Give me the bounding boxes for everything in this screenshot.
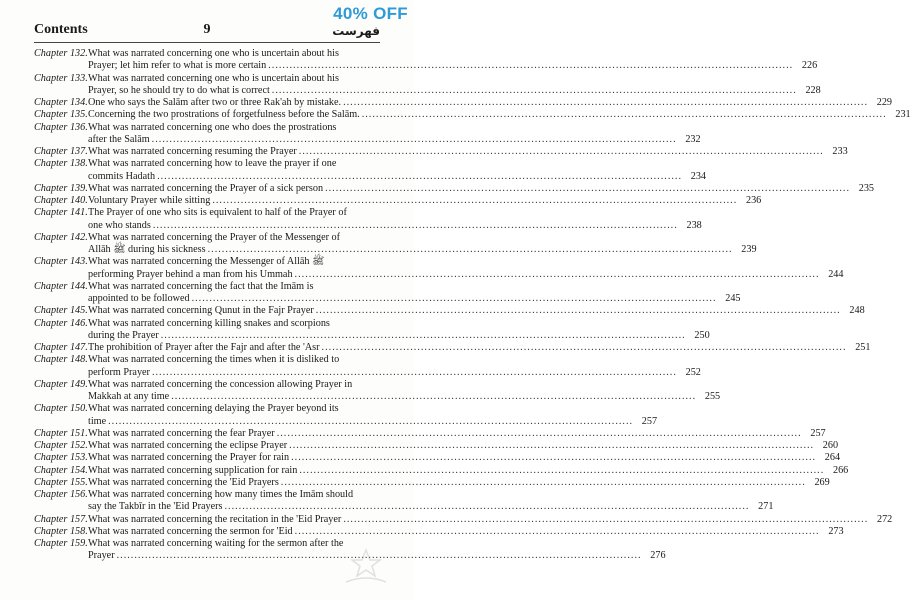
chapter-title [88, 122, 701, 147]
chapter-label: Chapter 135. [34, 109, 88, 121]
toc-entry[interactable] [34, 403, 658, 428]
chapter-title [88, 305, 865, 317]
chapter-title [88, 97, 892, 109]
page-number: 269 [814, 476, 830, 488]
chapter-label: Chapter 141. [34, 207, 88, 219]
chapter-title-last-line: What was narrated concerning the 'Eid Prayers [88, 476, 279, 488]
toc-entry[interactable] [34, 207, 702, 232]
chapter-title-last-line: Voluntary Prayer while sitting [88, 195, 211, 206]
chapter-title-last-line: What was narrated concerning supplication for rain [88, 464, 298, 476]
page-number: 238 [686, 219, 702, 231]
chapter-title-last-line: Prayer; let him refer to what is more certain [88, 60, 267, 72]
toc-entry[interactable] [34, 538, 666, 563]
chapter-label: Chapter 145. [34, 305, 88, 317]
toc-entry[interactable] [34, 195, 762, 207]
page-header [34, 22, 380, 44]
page-number: 276 [650, 550, 666, 562]
toc-entry[interactable] [34, 72, 821, 98]
chapter-title-last-line: What was narrated concerning the eclipse Prayer [88, 440, 288, 451]
page-number: 231 [895, 109, 911, 121]
chapter-title [88, 48, 817, 73]
chapter-title [88, 73, 821, 98]
chapter-title [88, 158, 706, 183]
chapter-title-last-line: after the Salām [88, 133, 150, 145]
chapter-title [88, 452, 840, 464]
chapter-title-last-line: Allāh ﷺ during his sickness [88, 244, 206, 255]
chapter-label: Chapter 136. [34, 121, 88, 133]
watermark-logo-icon [336, 546, 396, 592]
chapter-title [88, 318, 710, 343]
toc-entry[interactable] [34, 489, 774, 514]
chapter-title [88, 109, 911, 121]
chapter-label: Chapter 155. [34, 476, 88, 488]
page-number: 273 [828, 525, 844, 537]
toc-entry[interactable] [34, 305, 865, 317]
toc-entry[interactable] [34, 342, 871, 354]
toc-entry[interactable] [34, 121, 701, 147]
chapter-title-last-line: What was narrated concerning the recitation in the 'Eid Prayer [88, 513, 342, 525]
dot-leader [212, 195, 737, 207]
toc-entry[interactable] [34, 109, 911, 121]
dot-leader [192, 293, 717, 305]
toc-entry[interactable] [34, 378, 721, 404]
chapter-title [88, 526, 844, 538]
chapter-label: Chapter 150. [34, 403, 88, 415]
toc-entry[interactable] [34, 97, 892, 109]
chapter-title-line: What was narrated concerning the fact that the Imām is [88, 280, 314, 292]
toc-entry[interactable] [34, 354, 701, 379]
toc-entry[interactable] [34, 525, 844, 538]
discount-badge[interactable]: 40% OFF [333, 4, 408, 23]
header-rule [34, 42, 380, 43]
dot-leader [268, 60, 793, 72]
page-number: 272 [876, 513, 893, 525]
dot-leader [343, 97, 868, 109]
chapter-title [88, 428, 826, 440]
dot-leader [157, 171, 682, 183]
chapter-title-line: The Prayer of one who sits is equivalent to half of the Prayer of [88, 207, 347, 219]
chapter-title [88, 465, 848, 477]
chapter-title-last-line: Prayer [88, 550, 115, 562]
toc-entry[interactable] [34, 476, 830, 489]
chapter-title-last-line: What was narrated concerning Qunut in the Fajr Prayer [88, 305, 314, 317]
header-title: Contents [34, 22, 88, 37]
page-number: 229 [876, 97, 892, 108]
chapter-title [88, 183, 874, 195]
dot-leader [362, 109, 887, 121]
chapter-title [88, 354, 701, 379]
header-arabic-title: فهرست [332, 24, 380, 38]
page-number: 226 [801, 60, 818, 72]
dot-leader [295, 526, 820, 538]
page-number: 260 [822, 440, 839, 451]
chapter-label: Chapter 157. [34, 513, 88, 525]
toc-entry[interactable] [34, 452, 841, 464]
chapter-title-last-line: The prohibition of Prayer after the Fajr and after the 'Asr [88, 342, 320, 353]
chapter-title [88, 514, 892, 526]
chapter-title [88, 195, 761, 207]
chapter-title [88, 440, 838, 452]
toc-entry[interactable] [34, 427, 826, 440]
chapter-title-last-line: commits Hadath [88, 170, 156, 182]
chapter-title-last-line: Prayer, so he should try to do what is correct [88, 84, 270, 96]
dot-leader [224, 501, 749, 513]
chapter-label: Chapter 149. [34, 378, 88, 390]
chapter-label: Chapter 146. [34, 317, 88, 329]
chapter-title [88, 281, 741, 306]
toc-entry[interactable] [34, 158, 706, 183]
chapter-title [88, 207, 702, 232]
toc-entry[interactable] [34, 513, 893, 526]
chapter-label: Chapter 134. [34, 97, 88, 108]
dot-leader [281, 477, 806, 489]
chapter-label: Chapter 133. [34, 72, 88, 84]
dot-leader [161, 330, 686, 342]
chapter-label: Chapter 143. [34, 256, 88, 268]
page-number: 250 [694, 329, 710, 341]
dot-leader [291, 452, 816, 464]
chapter-title-line: What was narrated concerning the times when it is disliked to [88, 354, 340, 366]
dot-leader [299, 146, 824, 158]
page-number: 252 [685, 366, 701, 378]
dot-leader [277, 428, 802, 440]
chapter-label: Chapter 153. [34, 452, 88, 464]
chapter-label: Chapter 159. [34, 538, 88, 549]
toc-entry[interactable] [34, 146, 848, 158]
chapter-title-last-line: Concerning the two prostrations of forgetfulness before the Salām. [88, 109, 360, 121]
table-of-contents [34, 48, 911, 563]
chapter-title-line: What was narrated concerning one who is uncertain about his [88, 72, 339, 84]
page-number: 235 [858, 182, 875, 194]
page-number: 233 [832, 146, 848, 157]
chapter-label: Chapter 139. [34, 182, 88, 194]
page-number: 255 [704, 391, 721, 402]
chapter-label: Chapter 151. [34, 427, 88, 439]
page-number: 271 [758, 501, 774, 513]
chapter-title [88, 256, 843, 281]
chapter-label: Chapter 156. [34, 489, 88, 500]
page-number: 245 [725, 293, 741, 304]
page-number: 234 [690, 170, 706, 182]
dot-leader [295, 269, 820, 281]
dot-leader [208, 244, 733, 256]
dot-leader [316, 305, 841, 317]
chapter-label: Chapter 148. [34, 354, 88, 366]
chapter-title-line: What was narrated concerning killing snakes and scorpions [88, 317, 330, 329]
page-number: 257 [810, 427, 826, 439]
chapter-title-last-line: performing Prayer behind a man from his Ummah [88, 268, 293, 280]
chapter-label: Chapter 137. [34, 146, 88, 157]
dot-leader [152, 367, 677, 379]
header-page-number: 9 [203, 22, 211, 37]
page-number: 251 [855, 342, 871, 353]
toc-entry[interactable] [34, 440, 839, 452]
page-number: 244 [828, 268, 844, 280]
page-number: 264 [824, 452, 841, 464]
dot-leader [153, 220, 678, 232]
page-number: 257 [641, 415, 658, 427]
chapter-title-last-line: What was narrated concerning the Prayer of a sick person [88, 182, 324, 194]
chapter-title-last-line: say the Takbīr in the 'Eid Prayers [88, 501, 223, 513]
chapter-label: Chapter 138. [34, 158, 88, 170]
chapter-label: Chapter 154. [34, 464, 88, 476]
chapter-title-line: What was narrated concerning one who does the prostrations [88, 121, 337, 133]
chapter-title [88, 232, 757, 257]
chapter-title [88, 477, 830, 489]
page-number: 239 [741, 244, 757, 255]
chapter-title-last-line: One who says the Salām after two or three Rak'ah by mistake. [88, 97, 342, 108]
dot-leader [299, 465, 824, 477]
dot-leader [322, 342, 847, 354]
chapter-title-line: What was narrated concerning one who is uncertain about his [88, 48, 339, 59]
chapter-label: Chapter 140. [34, 195, 88, 206]
chapter-title-line: What was narrated concerning the concession allowing Prayer in [88, 378, 353, 390]
chapter-title [88, 489, 773, 514]
dot-leader [272, 85, 797, 97]
toc-entry[interactable] [34, 48, 818, 73]
chapter-label: Chapter 132. [34, 48, 88, 59]
dot-leader [289, 440, 814, 452]
toc-entry[interactable] [34, 256, 844, 281]
page-number: 232 [685, 133, 701, 145]
chapter-label: Chapter 158. [34, 525, 88, 537]
chapter-title-line: What was narrated concerning the Prayer of the Messenger of [88, 231, 341, 243]
chapter-label: Chapter 142. [34, 231, 88, 243]
dot-leader [325, 183, 850, 195]
chapter-title [88, 342, 870, 354]
chapter-title [88, 379, 720, 404]
chapter-label: Chapter 144. [34, 280, 88, 292]
chapter-title-last-line: What was narrated concerning the fear Prayer [88, 427, 275, 439]
dot-leader [108, 416, 633, 428]
toc-entry[interactable] [34, 317, 710, 343]
chapter-title-last-line: Makkah at any time [88, 391, 170, 402]
page-number: 236 [745, 195, 762, 206]
chapter-title-last-line: perform Prayer [88, 366, 150, 378]
chapter-title-line: What was narrated concerning waiting for the sermon after the [88, 538, 344, 549]
chapter-title-last-line: during the Prayer [88, 329, 159, 341]
chapter-title-line: What was narrated concerning how many times the Imām should [88, 489, 354, 500]
page-number: 228 [805, 84, 821, 96]
toc-entry[interactable] [34, 280, 741, 306]
dot-leader [152, 134, 677, 146]
chapter-title-last-line: time [88, 415, 107, 427]
chapter-title-line: What was narrated concerning how to leave the prayer if one [88, 158, 337, 170]
chapter-label: Chapter 152. [34, 440, 88, 451]
chapter-title-last-line: What was narrated concerning resuming the Prayer [88, 146, 297, 157]
chapter-title-last-line: appointed to be followed [88, 293, 190, 304]
chapter-title-last-line: What was narrated concerning the sermon for 'Eid [88, 525, 293, 537]
dot-leader [343, 514, 868, 526]
toc-entry[interactable] [34, 182, 875, 195]
toc-entry[interactable] [34, 464, 849, 477]
page-number: 248 [849, 305, 865, 317]
chapter-title-line: What was narrated concerning the Messenger of Allāh ﷺ [88, 256, 325, 268]
page-number: 266 [832, 464, 849, 476]
dot-leader [171, 391, 696, 403]
chapter-title-last-line: one who stands [88, 219, 151, 231]
chapter-title-last-line: What was narrated concerning the Prayer for rain [88, 452, 290, 464]
chapter-title [88, 146, 848, 158]
chapter-title-line: What was narrated concerning delaying the Prayer beyond its [88, 403, 339, 415]
chapter-title [88, 403, 657, 428]
chapter-label: Chapter 147. [34, 342, 88, 353]
toc-entry[interactable] [34, 231, 757, 257]
